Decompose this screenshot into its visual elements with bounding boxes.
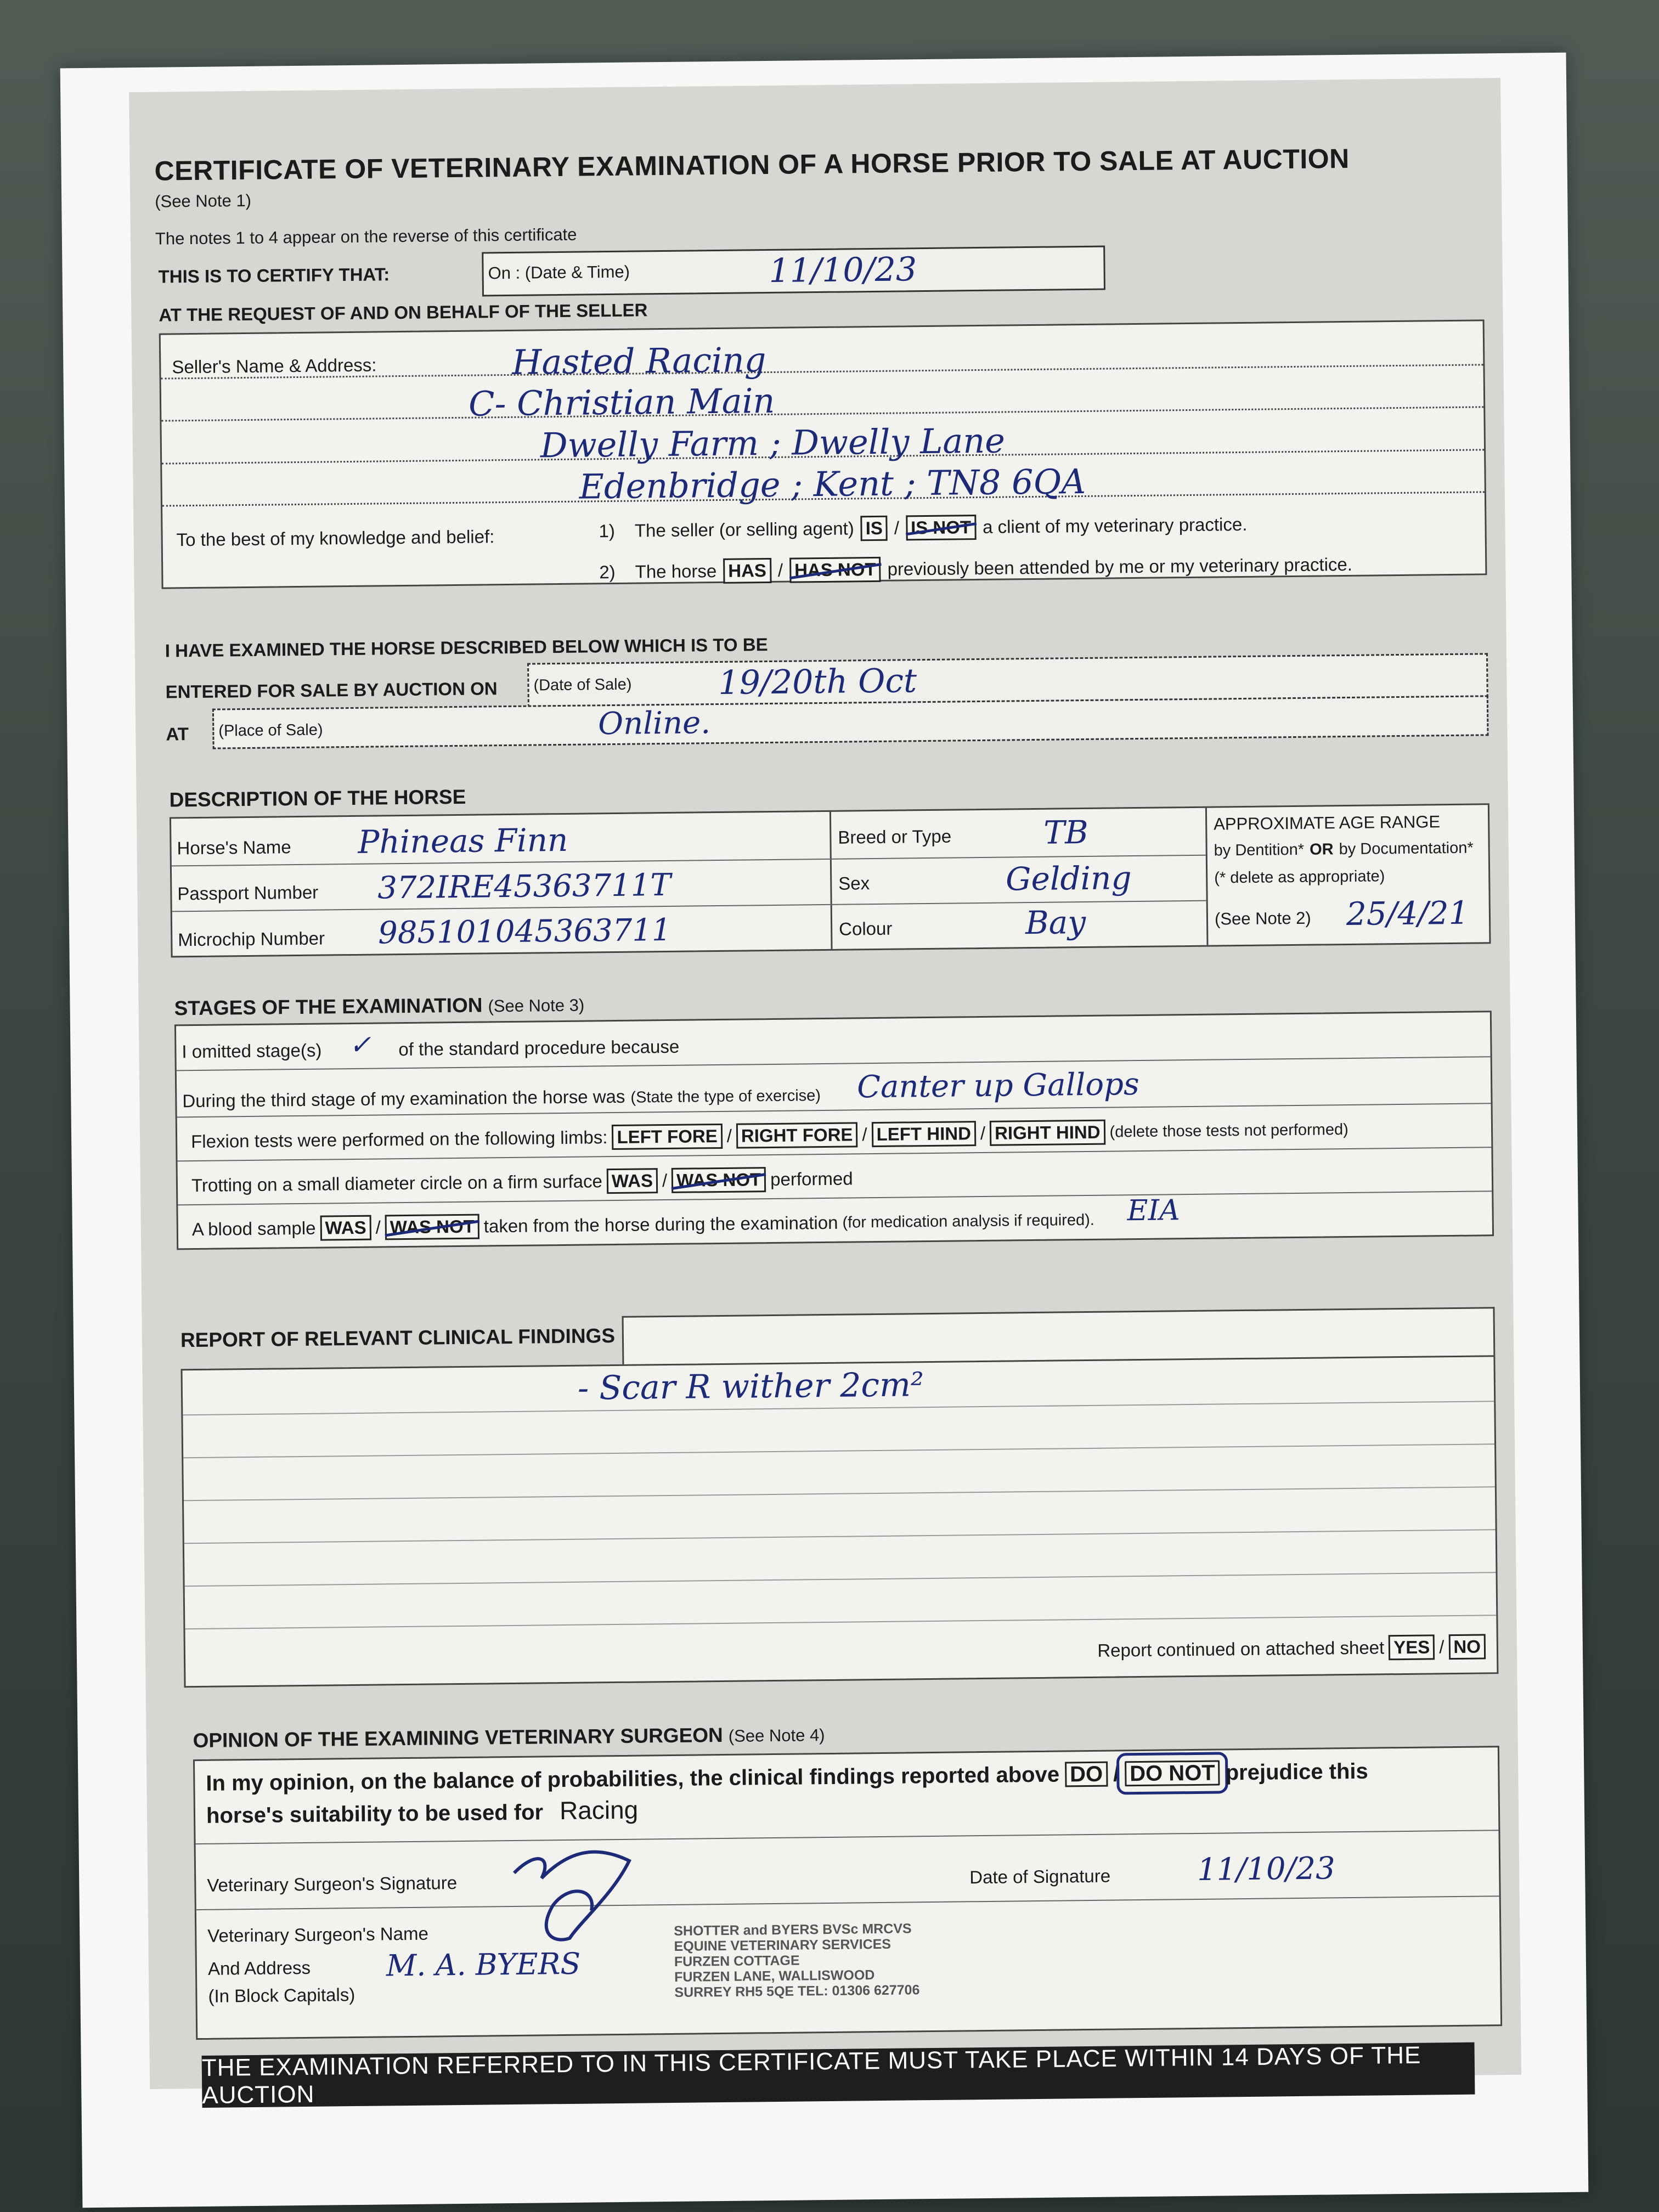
seller-line-1: Hasted Racing xyxy=(511,340,766,382)
continued-label: Report continued on attached sheet xyxy=(1097,1637,1385,1661)
sex-label: Sex xyxy=(838,873,870,894)
stamp-line-2: EQUINE VETERINARY SERVICES xyxy=(674,1936,891,1954)
omitted-stage-reason: of the standard procedure because xyxy=(398,1036,680,1060)
notes-line: The notes 1 to 4 appear on the reverse of this certificate xyxy=(155,224,577,249)
seller-line-4: Edenbridge ; Kent ; TN8 6QA xyxy=(579,461,1086,507)
right-fore-option[interactable]: RIGHT FORE xyxy=(736,1122,858,1148)
microchip-value: 985101045363711 xyxy=(377,912,672,951)
flexion-label: Flexion tests were performed on the following limbs: xyxy=(190,1127,608,1152)
blood-label: A blood sample xyxy=(191,1217,316,1240)
stages-heading-row xyxy=(174,993,584,1020)
trot-was-not-option[interactable]: WAS NOT xyxy=(672,1167,766,1193)
age-see-note: (See Note 2) xyxy=(1214,908,1311,929)
exam-date-value: 11/10/23 xyxy=(769,250,917,290)
passport-value: 372IRE45363711T xyxy=(377,867,672,906)
flexion-sep-2: / xyxy=(862,1124,867,1145)
left-hind-option[interactable]: LEFT HIND xyxy=(871,1121,976,1147)
signature-mark xyxy=(503,1838,647,1950)
place-of-sale-label: (Place of Sale) xyxy=(218,721,323,740)
seller-client-statement xyxy=(599,512,1247,544)
is-option[interactable]: IS xyxy=(860,516,888,541)
item2-text: The horse xyxy=(635,561,717,582)
blood-suffix: taken from the horse during the examination xyxy=(483,1212,838,1237)
blood-note: (for medication analysis if required). xyxy=(842,1211,1094,1232)
left-fore-option[interactable]: LEFT FORE xyxy=(612,1124,723,1150)
item1-suffix: a client of my veterinary practice. xyxy=(982,514,1248,537)
opinion-text-2: prejudice this xyxy=(1225,1759,1369,1785)
surgeon-name-value: M. A. BYERS xyxy=(386,1946,581,1983)
item1-separator: / xyxy=(894,517,900,538)
continued-no-option[interactable]: NO xyxy=(1448,1634,1486,1660)
place-of-sale-field[interactable] xyxy=(212,695,1489,749)
place-of-sale-value: Online. xyxy=(597,705,711,742)
seller-label: Seller's Name & Address: xyxy=(172,354,377,377)
stages-note: (See Note 3) xyxy=(488,995,585,1016)
horse-name-value: Phineas Finn xyxy=(358,821,568,861)
continued-yes-option[interactable]: YES xyxy=(1389,1634,1435,1660)
stamp-line-4: FURZEN LANE, WALLISWOOD xyxy=(674,1967,875,1985)
address-label: And Address xyxy=(207,1957,311,1979)
opinion-separator: / xyxy=(1113,1761,1120,1786)
exam-date-label: On : (Date & Time) xyxy=(488,262,630,283)
certificate-form xyxy=(129,78,1521,2109)
age-value: 25/4/21 xyxy=(1346,894,1469,933)
surgeon-name-label: Veterinary Surgeon's Name xyxy=(207,1923,429,1946)
item2-suffix: previously been attended by me or my veterinary practice. xyxy=(887,554,1353,579)
colour-label: Colour xyxy=(838,918,893,939)
trot-was-option[interactable]: WAS xyxy=(607,1168,658,1194)
stamp-line-3: FURZEN COTTAGE xyxy=(674,1953,800,1970)
footer-banner: THE EXAMINATION REFERRED TO IN THIS CERTIFICATE MUST TAKE PLACE WITHIN 14 DAYS OF THE AUCTION xyxy=(202,2042,1475,2108)
use-value: Racing xyxy=(559,1795,639,1825)
third-stage-note: (State the type of exercise) xyxy=(630,1087,821,1107)
opinion-heading: OPINION OF THE EXAMINING VETERINARY SURGEON xyxy=(193,1723,723,1752)
stamp-line-1: SHOTTER and BYERS BVSc MRCVS xyxy=(674,1921,912,1939)
trotting-row xyxy=(191,1166,853,1198)
flexion-sep-1: / xyxy=(726,1125,732,1146)
entered-heading: ENTERED FOR SALE BY AUCTION ON xyxy=(165,678,498,702)
description-heading: DESCRIPTION OF THE HORSE xyxy=(169,785,466,811)
item1-text: The seller (or selling agent) xyxy=(634,518,854,541)
is-not-option[interactable]: IS NOT xyxy=(906,515,976,540)
age-by-dentition[interactable]: by Dentition* xyxy=(1214,840,1305,860)
description-table xyxy=(170,803,1491,957)
opinion-note: (See Note 4) xyxy=(728,1725,825,1746)
request-heading: AT THE REQUEST OF AND ON BEHALF OF THE SELLER xyxy=(159,300,648,325)
blood-was-option[interactable]: WAS xyxy=(320,1215,371,1241)
blood-value: EIA xyxy=(1127,1194,1180,1228)
stamp-line-5: SURREY RH5 5QE TEL: 01306 627706 xyxy=(674,1982,920,2000)
horse-attended-statement xyxy=(599,552,1352,585)
signature-label: Veterinary Surgeon's Signature xyxy=(207,1872,458,1895)
third-stage-label: During the third stage of my examination the horse was xyxy=(182,1086,625,1111)
blood-sample-row xyxy=(192,1207,1094,1242)
certificate-title: CERTIFICATE OF VETERINARY EXAMINATION OF A HORSE PRIOR TO SALE AT AUCTION xyxy=(154,143,1350,187)
trot-suffix: performed xyxy=(770,1168,853,1190)
stages-table xyxy=(174,1011,1494,1250)
do-not-option[interactable]: DO NOT xyxy=(1125,1760,1220,1787)
certify-label: THIS IS TO CERTIFY THAT: xyxy=(158,264,390,287)
colour-value: Bay xyxy=(1025,903,1086,942)
seller-line-2: C- Christian Main xyxy=(468,380,775,424)
horse-name-label: Horse's Name xyxy=(177,837,291,859)
age-or: OR xyxy=(1309,840,1334,859)
trot-separator: / xyxy=(662,1170,668,1191)
breed-value: TB xyxy=(1043,813,1089,851)
opinion-statement xyxy=(206,1759,1368,1796)
flexion-note: (delete those tests not performed) xyxy=(1109,1120,1348,1141)
passport-label: Passport Number xyxy=(177,882,319,904)
findings-area[interactable] xyxy=(180,1355,1498,1688)
has-not-option[interactable]: HAS NOT xyxy=(789,557,881,583)
at-label: AT xyxy=(166,724,189,744)
belief-label: To the best of my knowledge and belief: xyxy=(176,526,495,550)
continued-row xyxy=(1097,1634,1486,1663)
suitability-row xyxy=(206,1795,639,1829)
item1-number: 1) xyxy=(599,520,616,541)
item2-number: 2) xyxy=(599,561,616,583)
opinion-text-1: In my opinion, on the balance of probabilities, the clinical findings reported above xyxy=(206,1762,1060,1796)
age-by-documentation[interactable]: by Documentation* xyxy=(1339,839,1474,859)
examined-heading: I HAVE EXAMINED THE HORSE DESCRIBED BELOW WHICH IS TO BE xyxy=(165,634,768,661)
certificate-paper xyxy=(60,53,1589,2208)
right-hind-option[interactable]: RIGHT HIND xyxy=(990,1120,1105,1146)
third-stage-value: Canter up Gallops xyxy=(856,1066,1139,1105)
signature-date-value: 11/10/23 xyxy=(1197,1850,1336,1888)
flexion-sep-3: / xyxy=(980,1122,986,1144)
blood-separator: / xyxy=(375,1217,381,1238)
age-method xyxy=(1214,839,1474,860)
signature-date-label: Date of Signature xyxy=(969,1865,1111,1888)
see-note-1: (See Note 1) xyxy=(155,190,252,211)
stages-heading: STAGES OF THE EXAMINATION xyxy=(174,994,483,1020)
opinion-text-3: horse's suitability to be used for xyxy=(206,1800,544,1828)
findings-heading: REPORT OF RELEVANT CLINICAL FINDINGS xyxy=(180,1324,616,1352)
do-option[interactable]: DO xyxy=(1065,1762,1108,1787)
sex-value: Gelding xyxy=(1005,859,1132,898)
omitted-stage-row xyxy=(182,1036,679,1062)
continued-separator: / xyxy=(1439,1637,1444,1657)
third-stage-row xyxy=(182,1084,821,1111)
block-capitals-label: (In Block Capitals) xyxy=(208,1984,356,2006)
blood-was-not-option[interactable]: WAS NOT xyxy=(385,1214,479,1240)
exam-date-field[interactable] xyxy=(482,246,1105,297)
opinion-heading-row xyxy=(193,1723,825,1752)
practice-stamp xyxy=(674,1921,919,2000)
microchip-label: Microchip Number xyxy=(178,928,325,950)
omitted-tick-icon: ✓ xyxy=(349,1029,371,1061)
opinion-section xyxy=(193,1746,1502,2040)
item2-separator: / xyxy=(777,560,783,580)
breed-label: Breed or Type xyxy=(838,826,952,848)
has-option[interactable]: HAS xyxy=(723,558,771,584)
findings-value: - Scar R wither 2cm² xyxy=(577,1365,924,1408)
seller-section xyxy=(159,319,1487,589)
omitted-stage-label: I omitted stage(s) xyxy=(182,1040,322,1062)
sale-date-label: (Date of Sale) xyxy=(533,675,632,695)
sale-date-value: 19/20th Oct xyxy=(718,662,917,702)
trotting-label: Trotting on a small diameter circle on a firm surface xyxy=(191,1171,603,1196)
flexion-row xyxy=(191,1117,1348,1154)
age-delete-note: (* delete as appropriate) xyxy=(1214,867,1385,887)
age-range-heading: APPROXIMATE AGE RANGE xyxy=(1214,812,1441,834)
seller-line-3: Dwelly Farm ; Dwelly Lane xyxy=(540,420,1006,466)
